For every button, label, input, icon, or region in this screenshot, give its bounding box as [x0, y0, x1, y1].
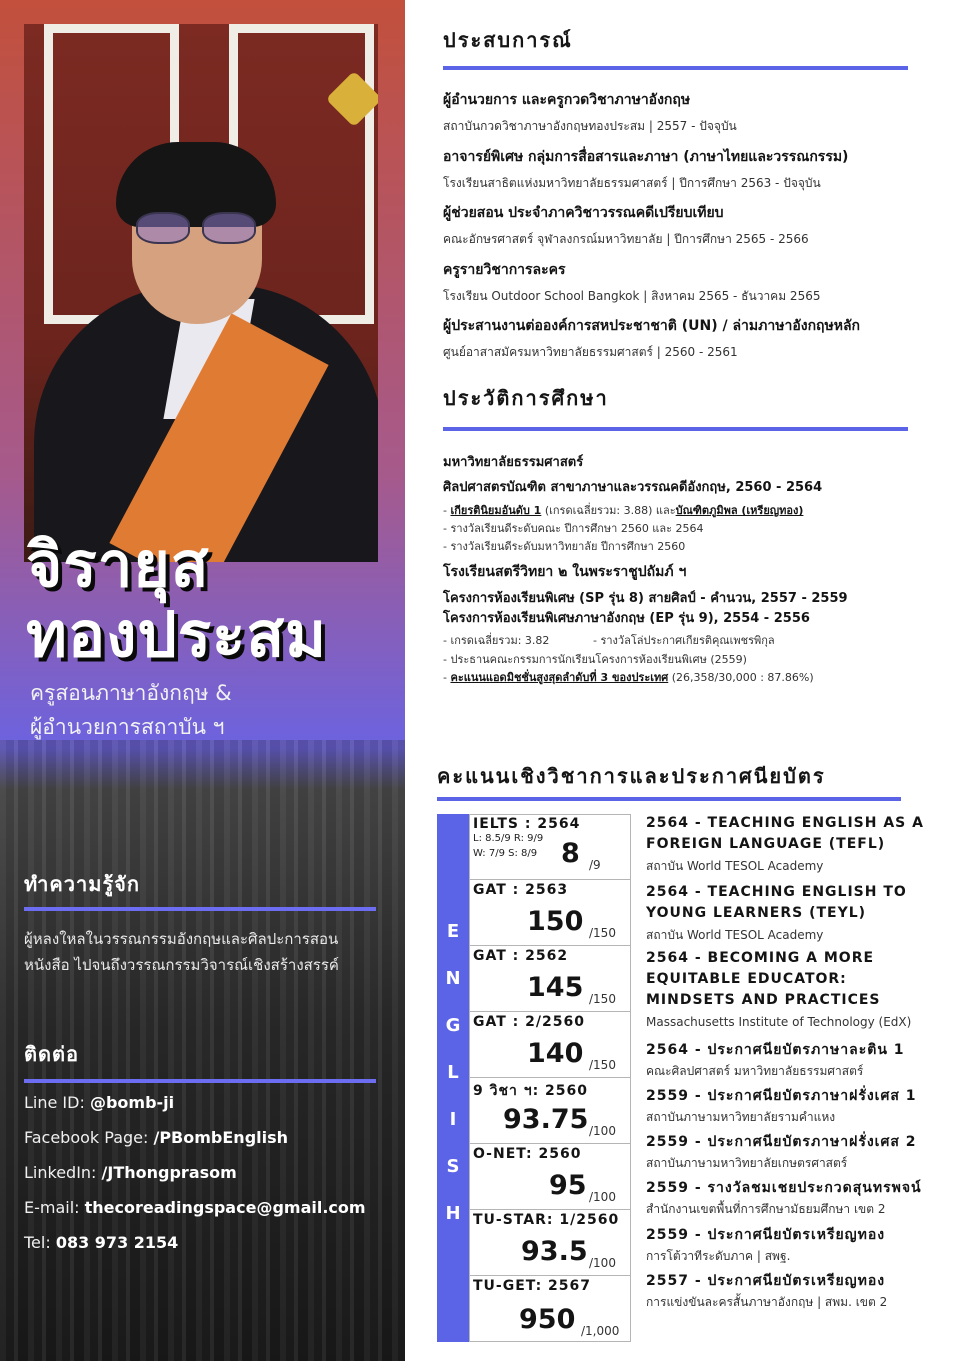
university-award: - รางวัลเรียนดีระดับคณะ ปีการศึกษา 2560 และ 2564 — [443, 522, 704, 535]
contact-email: E-mail: thecoreadingspace@gmail.com — [24, 1198, 366, 1217]
cert-issuer: Massachusetts Institute of Technology (EdX) — [646, 1015, 912, 1029]
cert-issuer: สถาบัน World TESOL Academy — [646, 859, 824, 873]
contact-tel: Tel: 083 973 2154 — [24, 1233, 179, 1252]
cert-issuer: คณะศิลปศาสตร์ มหาวิทยาลัยธรรมศาสตร์ — [646, 1064, 864, 1078]
glasses — [136, 212, 258, 246]
email-link[interactable]: thecoreadingspace@gmail.com — [84, 1198, 366, 1217]
score-title: GAT : 2/2560 — [473, 1014, 585, 1030]
experience-heading: ประสบการณ์ — [443, 28, 573, 52]
about-line: ผู้หลงใหลในวรรณกรรมอังกฤษและศิลปะการสอน — [24, 930, 339, 948]
job-detail: สถาบันกวดวิชาภาษาอังกฤษทองประสม | 2557 - ปัจจุบัน — [443, 119, 737, 133]
score-value: 140 — [527, 1038, 584, 1069]
score-max: /1,000 — [581, 1324, 620, 1338]
score-value: 150 — [527, 906, 584, 937]
job-title: ครูรายวิชาการละคร — [443, 262, 566, 278]
cert-issuer: สำนักงานเขตพื้นที่การศึกษามัธยมศึกษา เขต 2 — [646, 1202, 886, 1216]
job-title: ผู้ช่วยสอน ประจำภาควิชาวรรณคดีเปรียบเทียบ — [443, 205, 724, 221]
job-title: ผู้อำนวยการ และครูกวดวิชาภาษาอังกฤษ — [443, 92, 691, 108]
job-detail: โรงเรียน Outdoor School Bangkok | สิงหาคม 2565 - ธันวาคม 2565 — [443, 289, 821, 303]
score-title: 9 วิชา ฯ: 2560 — [473, 1083, 589, 1099]
score-max: /9 — [589, 858, 601, 872]
cert-issuer: สถาบัน World TESOL Academy — [646, 928, 824, 942]
score-value: 93.5 — [521, 1236, 588, 1267]
score-value: 145 — [527, 972, 584, 1003]
english-letter: S — [446, 1156, 460, 1177]
about-heading: ทำความรู้จัก — [24, 872, 141, 896]
cert-title: 2557 - ประกาศนียบัตรเหรียญทอง — [646, 1273, 886, 1289]
cert-title: 2559 - ประกาศนียบัตรภาษาฝรั่งเศส 2 — [646, 1134, 917, 1150]
job-title: ผู้ประสานงานต่อองค์การสหประชาชาติ (UN) / ล่ามภาษาอังกฤษหลัก — [443, 318, 861, 334]
scores-divider — [437, 797, 901, 801]
school-role: - ประธานคณะกรรมการนักเรียนโครงการห้องเรียนพิเศษ (2559) — [443, 653, 747, 666]
score-max: /150 — [589, 926, 616, 940]
score-max: /150 — [589, 992, 616, 1006]
score-title: IELTS : 2564 — [473, 816, 581, 832]
education-heading: ประวัติการศึกษา — [443, 386, 609, 410]
cert-title: 2564 - TEACHING ENGLISH AS A — [646, 815, 924, 831]
school-program: โครงการห้องเรียนพิเศษ (SP รุ่น 8) สายศิลป์ - คำนวน, 2557 - 2559 — [443, 591, 848, 606]
score-max: /100 — [589, 1256, 616, 1270]
university-award: - รางวัลเรียนดีระดับมหาวิทยาลัย ปีการศึกษา 2560 — [443, 540, 686, 553]
score-gat-2562 — [469, 946, 631, 1012]
tagline-line: ครูสอนภาษาอังกฤษ & — [30, 681, 232, 705]
score-tu-star — [469, 1210, 631, 1276]
education-divider — [443, 427, 908, 431]
score-value: 950 — [519, 1304, 576, 1335]
english-letter: N — [445, 968, 461, 989]
contact-linkedin: LinkedIn: /JThongprasom — [24, 1163, 237, 1182]
cert-title: 2564 - TEACHING ENGLISH TO — [646, 884, 907, 900]
contact-divider — [24, 1079, 376, 1083]
school-gpa: - เกรดเฉลี่ยรวม: 3.82 — [443, 634, 550, 647]
profile-photo — [24, 24, 378, 562]
job-detail: คณะอักษรศาสตร์ จุฬาลงกรณ์มหาวิทยาลัย | ปีการศึกษา 2565 - 2566 — [443, 232, 809, 246]
line-id-value[interactable]: @bomb-ji — [89, 1093, 175, 1112]
score-title: O-NET: 2560 — [473, 1146, 582, 1162]
cert-title: 2564 - BECOMING A MORE — [646, 950, 875, 966]
name-last: ทองประสม — [26, 598, 328, 671]
facebook-link[interactable]: /PBombEnglish — [153, 1128, 289, 1147]
contact-facebook: Facebook Page: /PBombEnglish — [24, 1128, 289, 1147]
scores-heading: คะแนนเชิงวิชาการและประกาศนียบัตร — [437, 764, 826, 788]
phone-link[interactable]: 083 973 2154 — [55, 1233, 179, 1252]
admission-rank: - คะแนนแอดมิชชั่นสูงสุดลำดับที่ 3 ของประเทศ (26,358/30,000 : 87.86%) — [443, 671, 814, 684]
experience-divider — [443, 66, 908, 70]
cert-title: 2564 - ประกาศนียบัตรภาษาละติน 1 — [646, 1042, 905, 1058]
score-ielts — [469, 814, 631, 880]
score-onet — [469, 1144, 631, 1210]
cert-issuer: สถาบันภาษามหาวิทยาลัยรามคำแหง — [646, 1110, 836, 1124]
score-title: TU-GET: 2567 — [473, 1278, 592, 1294]
score-title: TU-STAR: 1/2560 — [473, 1212, 620, 1228]
score-gat-2563 — [469, 880, 631, 946]
cert-title: EQUITABLE EDUCATOR: — [646, 971, 847, 987]
contact-heading: ติดต่อ — [24, 1042, 79, 1066]
job-title: อาจารย์พิเศษ กลุ่มการสื่อสารและภาษา (ภาษาไทยและวรรณกรรม) — [443, 149, 849, 165]
cert-title: MINDSETS AND PRACTICES — [646, 992, 881, 1008]
school-name: โรงเรียนสตรีวิทยา ๒ ในพระราชูปถัมภ์ ฯ — [443, 564, 687, 580]
university-name: มหาวิทยาลัยธรรมศาสตร์ — [443, 455, 584, 470]
university-honor: - เกียรตินิยมอันดับ 1 (เกรดเฉลี่ยรวม: 3.88) และบัณฑิตภูมิพล (เหรียญทอง) — [443, 504, 804, 517]
score-title: GAT : 2562 — [473, 948, 569, 964]
english-letter: H — [445, 1203, 461, 1224]
school-program: โครงการห้องเรียนพิเศษภาษาอังกฤษ (EP รุ่น 9), 2554 - 2556 — [443, 611, 810, 626]
ielts-band-writing-speaking: W: 7/9 S: 8/9 — [473, 848, 538, 859]
about-divider — [24, 907, 376, 911]
job-detail: โรงเรียนสาธิตแห่งมหาวิทยาลัยธรรมศาสตร์ | ปีการศึกษา 2563 - ปัจจุบัน — [443, 176, 821, 190]
score-max: /150 — [589, 1058, 616, 1072]
cert-title: YOUNG LEARNERS (TEYL) — [646, 905, 867, 921]
english-letter: E — [446, 921, 460, 942]
english-letter: G — [445, 1015, 461, 1036]
tagline-line: ผู้อำนวยการสถาบัน ฯ — [30, 715, 225, 739]
cert-title: 2559 - รางวัลชมเชยประกวดสุนทรพจน์ — [646, 1180, 922, 1196]
job-detail: ศูนย์อาสาสมัครมหาวิทยาลัยธรรมศาสตร์ | 2560 - 2561 — [443, 345, 738, 359]
school-award: - รางวัลโล่ประกาศเกียรติคุณเพชรพิกุล — [593, 634, 775, 647]
contact-line-id: Line ID: @bomb-ji — [24, 1093, 175, 1112]
score-title: GAT : 2563 — [473, 882, 569, 898]
score-9-subjects — [469, 1078, 631, 1144]
about-line: หนังสือ ไปจนถึงวรรณกรรมวิจารณ์เชิงสร้างสรรค์ — [24, 956, 339, 974]
person-name — [26, 530, 327, 670]
english-letter: L — [447, 1062, 459, 1083]
cert-title: 2559 - ประกาศนียบัตรภาษาฝรั่งเศส 1 — [646, 1088, 917, 1104]
job-tagline — [30, 676, 390, 744]
university-degree: ศิลปศาสตรบัณฑิต สาขาภาษาและวรรณคดีอังกฤษ, 2560 - 2564 — [443, 480, 823, 495]
cert-issuer: การโต้วาทีระดับภาค | สพฐ. — [646, 1249, 791, 1263]
score-tu-get — [469, 1276, 631, 1342]
ielts-band-reading-listening: L: 8.5/9 R: 9/9 — [473, 833, 544, 844]
sidebar — [0, 0, 405, 1361]
cert-title: 2559 - ประกาศนียบัตรเหรียญทอง — [646, 1227, 886, 1243]
cert-title: FOREIGN LANGUAGE (TEFL) — [646, 836, 886, 852]
cert-issuer: สถาบันภาษามหาวิทยาลัยเกษตรศาสตร์ — [646, 1156, 848, 1170]
score-gat-2-2560 — [469, 1012, 631, 1078]
score-value: 93.75 — [503, 1104, 589, 1135]
score-value: 95 — [549, 1170, 587, 1201]
cert-issuer: การแข่งขันละครสั้นภาษาอังกฤษ | สพม. เขต 2 — [646, 1295, 888, 1309]
name-first: จิรายุส — [26, 528, 210, 601]
score-max: /100 — [589, 1190, 616, 1204]
about-text — [24, 926, 384, 978]
english-letter: I — [449, 1109, 457, 1130]
score-max: /100 — [589, 1124, 616, 1138]
linkedin-link[interactable]: /JThongprasom — [101, 1163, 237, 1182]
score-value: 8 — [561, 838, 580, 869]
